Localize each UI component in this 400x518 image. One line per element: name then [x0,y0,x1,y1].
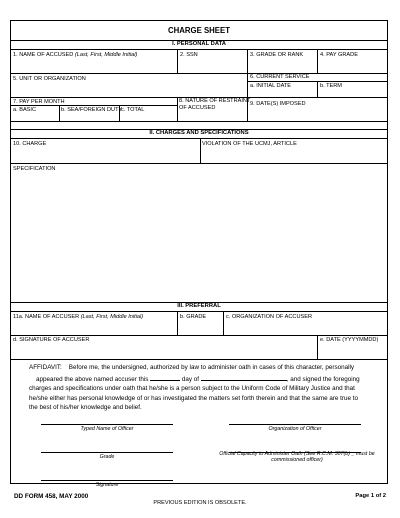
ssn-field[interactable] [177,58,247,71]
accuser-grade-label: b. GRADE [180,314,207,320]
current-service-label: 6. CURRENT SERVICE [250,74,310,80]
ssn-label: 2. SSN [180,52,198,58]
accuser-org-field[interactable] [223,321,387,334]
section-charges: II. CHARGES AND SPECIFICATIONS [149,130,249,136]
grade-caption: Grade [99,454,115,460]
nature-restraint-field[interactable] [177,111,247,121]
sea-foreign-pay-label: b. SEA/FOREIGN DUTY [61,107,123,113]
accuser-signature-field[interactable] [11,344,317,357]
organization-caption: Organization of Officer [268,426,322,432]
accuser-org-label: c. ORGANIZATION OF ACCUSER [226,314,312,320]
signature-line[interactable] [41,480,173,481]
basic-pay-label: a. BASIC [13,107,37,113]
typed-name-caption: Typed Name of Officer [80,426,134,432]
violation-field[interactable] [200,147,387,162]
unit-org-label: 5. UNIT OR ORGANIZATION [13,76,86,82]
accuser-date-label: e. DATE (YYYYMMDD) [320,337,379,343]
accuser-grade-field[interactable] [177,321,223,334]
grade-line[interactable] [41,452,173,453]
divider [11,138,387,139]
name-accused-label: 1. NAME OF ACCUSED (Last, First, Middle Initial) [13,52,138,58]
affidavit-text: AFFIDAVIT: Before me, the undersigned, authorized by law to administer oath in cases of this character, personally appeared the above named accuser this day of , and signed the foregoing charges and specifications under oath that he/she is a person subject to the Uniform Code of Military Justice and that he/she either has personal knowledge of or has investigated the matters set forth therein and that the same are true to the best of his/her knowledge and belief. [29,364,360,412]
initial-date-label: a. INITIAL DATE [250,83,292,89]
signature-caption: Signature [95,482,119,488]
organization-line[interactable] [229,424,361,425]
term-label: b. TERM [320,83,342,89]
grade-rank-field[interactable] [247,58,317,71]
form-title: CHARGE SHEET [168,26,230,35]
affidavit-day-blank[interactable] [150,373,180,381]
initial-date-field[interactable] [247,81,317,97]
pay-grade-label: 4. PAY GRADE [320,52,358,58]
accuser-date-field[interactable] [317,344,387,357]
charge-field[interactable] [11,147,200,162]
basic-pay-field[interactable] [11,105,59,121]
divider [11,49,387,50]
divider [11,311,387,312]
divider [11,121,387,122]
specification-label: SPECIFICATION [13,166,56,172]
dates-imposed-label: 9. DATE(S) IMPOSED [250,101,306,107]
divider [11,335,387,336]
total-pay-label: c. TOTAL [121,107,145,113]
violation-label: VIOLATION OF THE UCMJ, ARTICLE [202,141,297,147]
divider [11,73,387,74]
divider [11,359,387,360]
sea-foreign-pay-field[interactable] [59,105,119,121]
unit-org-field[interactable] [11,82,247,95]
pay-per-month-label: 7. PAY PER MONTH [13,99,65,105]
page-number: Page 1 of 2 [355,493,386,499]
typed-name-line[interactable] [41,424,173,425]
obsolete-notice: PREVIOUS EDITION IS OBSOLETE. [153,500,247,506]
term-field[interactable] [317,81,387,97]
name-accused-field[interactable] [11,58,177,71]
divider [11,163,387,164]
name-accuser-label: 11a. NAME OF ACCUSER (Last, First, Middle Initial) [13,314,144,320]
charge-sheet-form [10,20,388,488]
affidavit-month-year-blank[interactable] [201,373,287,381]
dates-imposed-field[interactable] [247,108,387,121]
form-id: DD FORM 458, MAY 2000 [14,493,89,500]
capacity-caption: Official Capacity to Administer Oath (See R.C.M. 307(b) _ must be commissioned officer) [219,451,375,464]
accuser-signature-label: d. SIGNATURE OF ACCUSER [13,337,90,343]
total-pay-field[interactable] [119,105,177,121]
name-accuser-field[interactable] [11,321,177,334]
charge-label: 10. CHARGE [13,141,47,147]
pay-grade-field[interactable] [317,58,387,71]
section-preferral: III. PREFERRAL [177,303,221,309]
grade-rank-label: 3. GRADE OR RANK [250,52,304,58]
section-personal-data: I. PERSONAL DATA [172,41,226,47]
affidavit-label: AFFIDAVIT: [29,364,62,371]
nature-restraint-label: 8. NATURE OF RESTRAINT OF ACCUSED [179,98,251,111]
specification-field[interactable] [11,173,387,301]
